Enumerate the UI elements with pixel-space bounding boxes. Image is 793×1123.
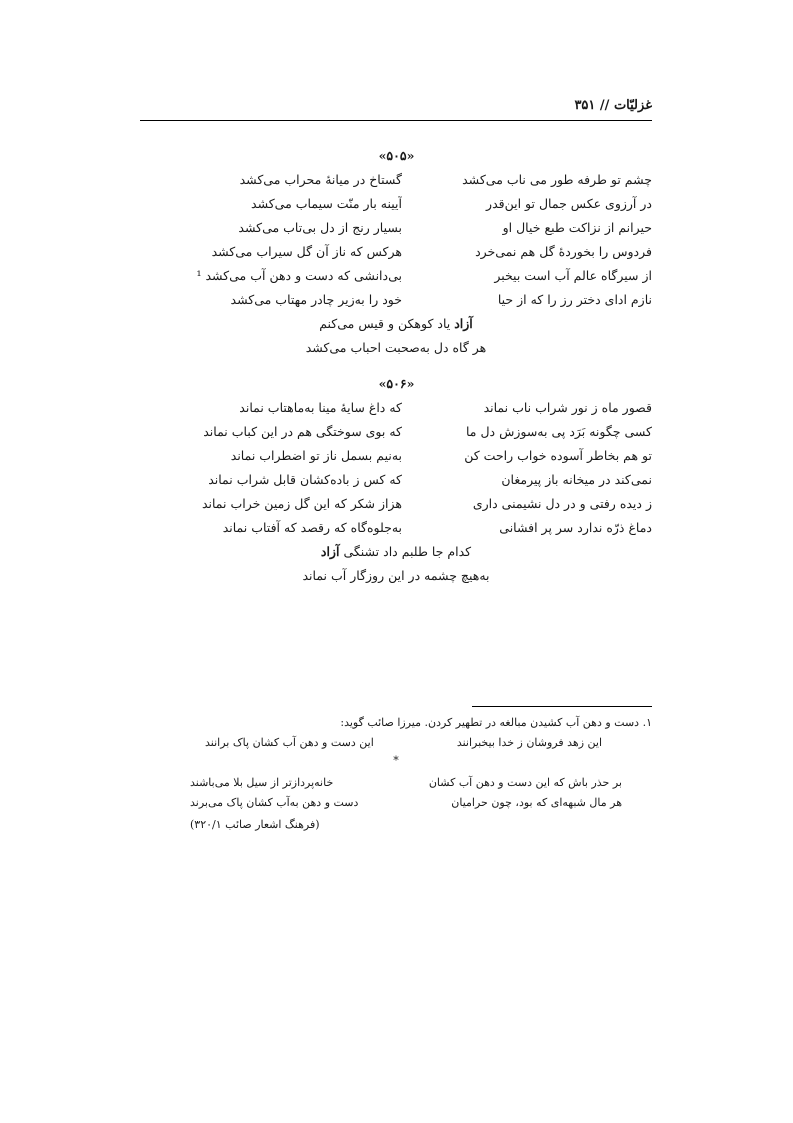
couplet <box>140 448 652 470</box>
couplet <box>140 220 652 242</box>
couplet <box>140 268 652 290</box>
footnote-text: ۱. دست و دهن آب کشیدن مبالغه در تطهیر کردن. میرزا صائب گوید: <box>340 716 652 729</box>
hemistich-second: که کس ز باده‌کشان قابل شراب نماند <box>208 472 402 487</box>
hemistich-second: بسیار رنج از دل بی‌تاب می‌کشد <box>238 220 402 235</box>
hemistich-first: این زهد فروشان ز خدا بیخبرانند <box>456 736 602 749</box>
hemistich-second: خانه‌پردازتر از سیل بلا می‌باشند <box>190 776 334 789</box>
couplet <box>140 520 652 542</box>
separator-star: * <box>393 754 399 767</box>
couplet <box>140 244 652 266</box>
hemistich-first: حیرانم از نزاکت طبع خیال او <box>502 220 652 235</box>
hemistich-second: خود را به‌زیر چادر مهتاب می‌کشد <box>230 292 402 307</box>
hemistich-first: نمی‌کند در میخانه باز پیرمغان <box>501 472 652 487</box>
poem-number: «۵۰۵» <box>378 148 415 163</box>
hemistich-second: هرکس که ناز آن گل سیراب می‌کشد <box>211 244 402 259</box>
closing-line <box>140 316 652 331</box>
hemistich-second: که داغ سایهٔ مینا به‌ماهتاب نماند <box>239 400 402 415</box>
hemistich-second: گستاخ در میانهٔ محراب می‌کشد <box>239 172 402 187</box>
hemistich-first: هر مال شبهه‌ای که بود، چون حرامیان <box>451 796 622 809</box>
couplet <box>140 172 652 194</box>
hemistich-second: هزاز شکر که این گل زمین خراب نماند <box>201 496 402 511</box>
couplet <box>140 496 652 518</box>
footnote-source <box>190 818 390 836</box>
hemistich-first: قصور ماه ز نور شراب ناب نماند <box>483 400 652 415</box>
hemistich-first: فردوس را بخوردهٔ گل هم نمی‌خرد <box>475 244 652 259</box>
closing-line: هر گاه دل به‌صحبت احباب می‌کشد <box>305 340 487 355</box>
hemistich-second: بی‌دانشی که دست و دهن آب می‌کشد ¹ <box>196 268 402 283</box>
hemistich-second: آیینه بار منّت سیماب می‌کشد <box>251 196 402 211</box>
hemistich-first: دماغ ذرّه ندارد سر پر افشانی <box>499 520 652 535</box>
closing-text: کدام جا طلبم داد تشنگی <box>343 544 472 559</box>
closing-line: به‌هیچ چشمه در این روزگار آب نماند <box>302 568 490 583</box>
couplet <box>140 292 652 314</box>
closing-text: یاد کوهکن و قیس می‌کنم <box>319 316 451 331</box>
poem-number: «۵۰۶» <box>378 376 415 391</box>
pen-name: آزاد <box>320 544 340 559</box>
footnote-quote <box>190 796 622 814</box>
footnote-quote <box>205 736 602 754</box>
footnote-quote <box>190 776 622 794</box>
hemistich-second: به‌جلوه‌گاه که رقصد که آفتاب نماند <box>222 520 402 535</box>
hemistich-second: که بوی سوختگی هم در این کباب نماند <box>203 424 402 439</box>
footnote-rule <box>472 706 652 707</box>
couplet <box>140 196 652 218</box>
couplet <box>140 400 652 422</box>
source-citation: (فرهنگ اشعار صائب ۳۲۰/۱) <box>190 818 320 831</box>
couplet <box>140 472 652 494</box>
hemistich-first: ز دیده رفتی و در دل نشیمنی داری <box>472 496 652 511</box>
hemistich-second: به‌نیم بسمل ناز تو اضطراب نماند <box>230 448 402 463</box>
couplet <box>140 424 652 446</box>
hemistich-first: چشم تو طرفه طور می ناب می‌کشد <box>462 172 652 187</box>
hemistich-first: نازم ادای دختر رز را که از حیا <box>497 292 652 307</box>
hemistich-second: دست و دهن به‌آب کشان پاک می‌برند <box>190 796 359 809</box>
hemistich-second: این دست و دهن آب کشان پاک برانند <box>205 736 374 749</box>
pen-name: آزاد <box>454 316 473 331</box>
hemistich-first: بر حذر باش که این دست و دهن آب کشان <box>428 776 622 789</box>
hemistich-first: تو هم بخاطر آسوده خواب راحت کن <box>464 448 652 463</box>
page-header <box>140 94 652 121</box>
hemistich-first: از سیرگاه عالم آب است بیخبر <box>494 268 652 283</box>
running-title: غزلیّات // ۳۵۱ <box>574 98 652 113</box>
closing-line <box>140 544 652 559</box>
hemistich-first: کسی چگونه بَرَد پی به‌سوزش دل ما <box>465 424 652 439</box>
hemistich-first: در آرزوی عکس جمال تو این‌قدر <box>486 196 652 211</box>
